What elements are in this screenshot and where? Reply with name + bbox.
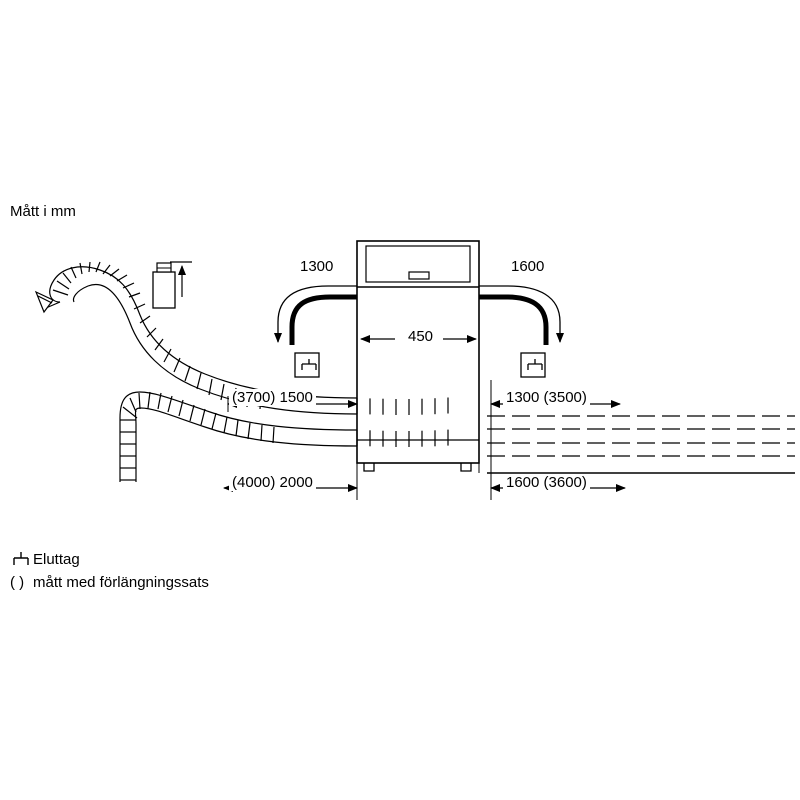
legend-extension-label: mått med förlängningssats [33, 574, 209, 591]
dimension-appliance-width: 450 [405, 328, 436, 345]
dimension-drain-left-mid: (3700) 1500 [229, 389, 316, 406]
legend-parentheses-symbol: ( ) [10, 574, 25, 591]
dimension-supply-right-mid: 1300 (3500) [503, 389, 590, 406]
dimension-hose-right-upper: 1600 [508, 258, 547, 275]
dimension-drain-left-lower: (4000) 2000 [229, 474, 316, 491]
dimension-supply-right-lower: 1600 (3600) [503, 474, 590, 491]
dimension-hose-left-upper: 1300 [297, 258, 336, 275]
legend-socket-label: Eluttag [33, 551, 80, 568]
socket-icon [10, 549, 32, 569]
units-note: Mått i mm [10, 203, 76, 220]
